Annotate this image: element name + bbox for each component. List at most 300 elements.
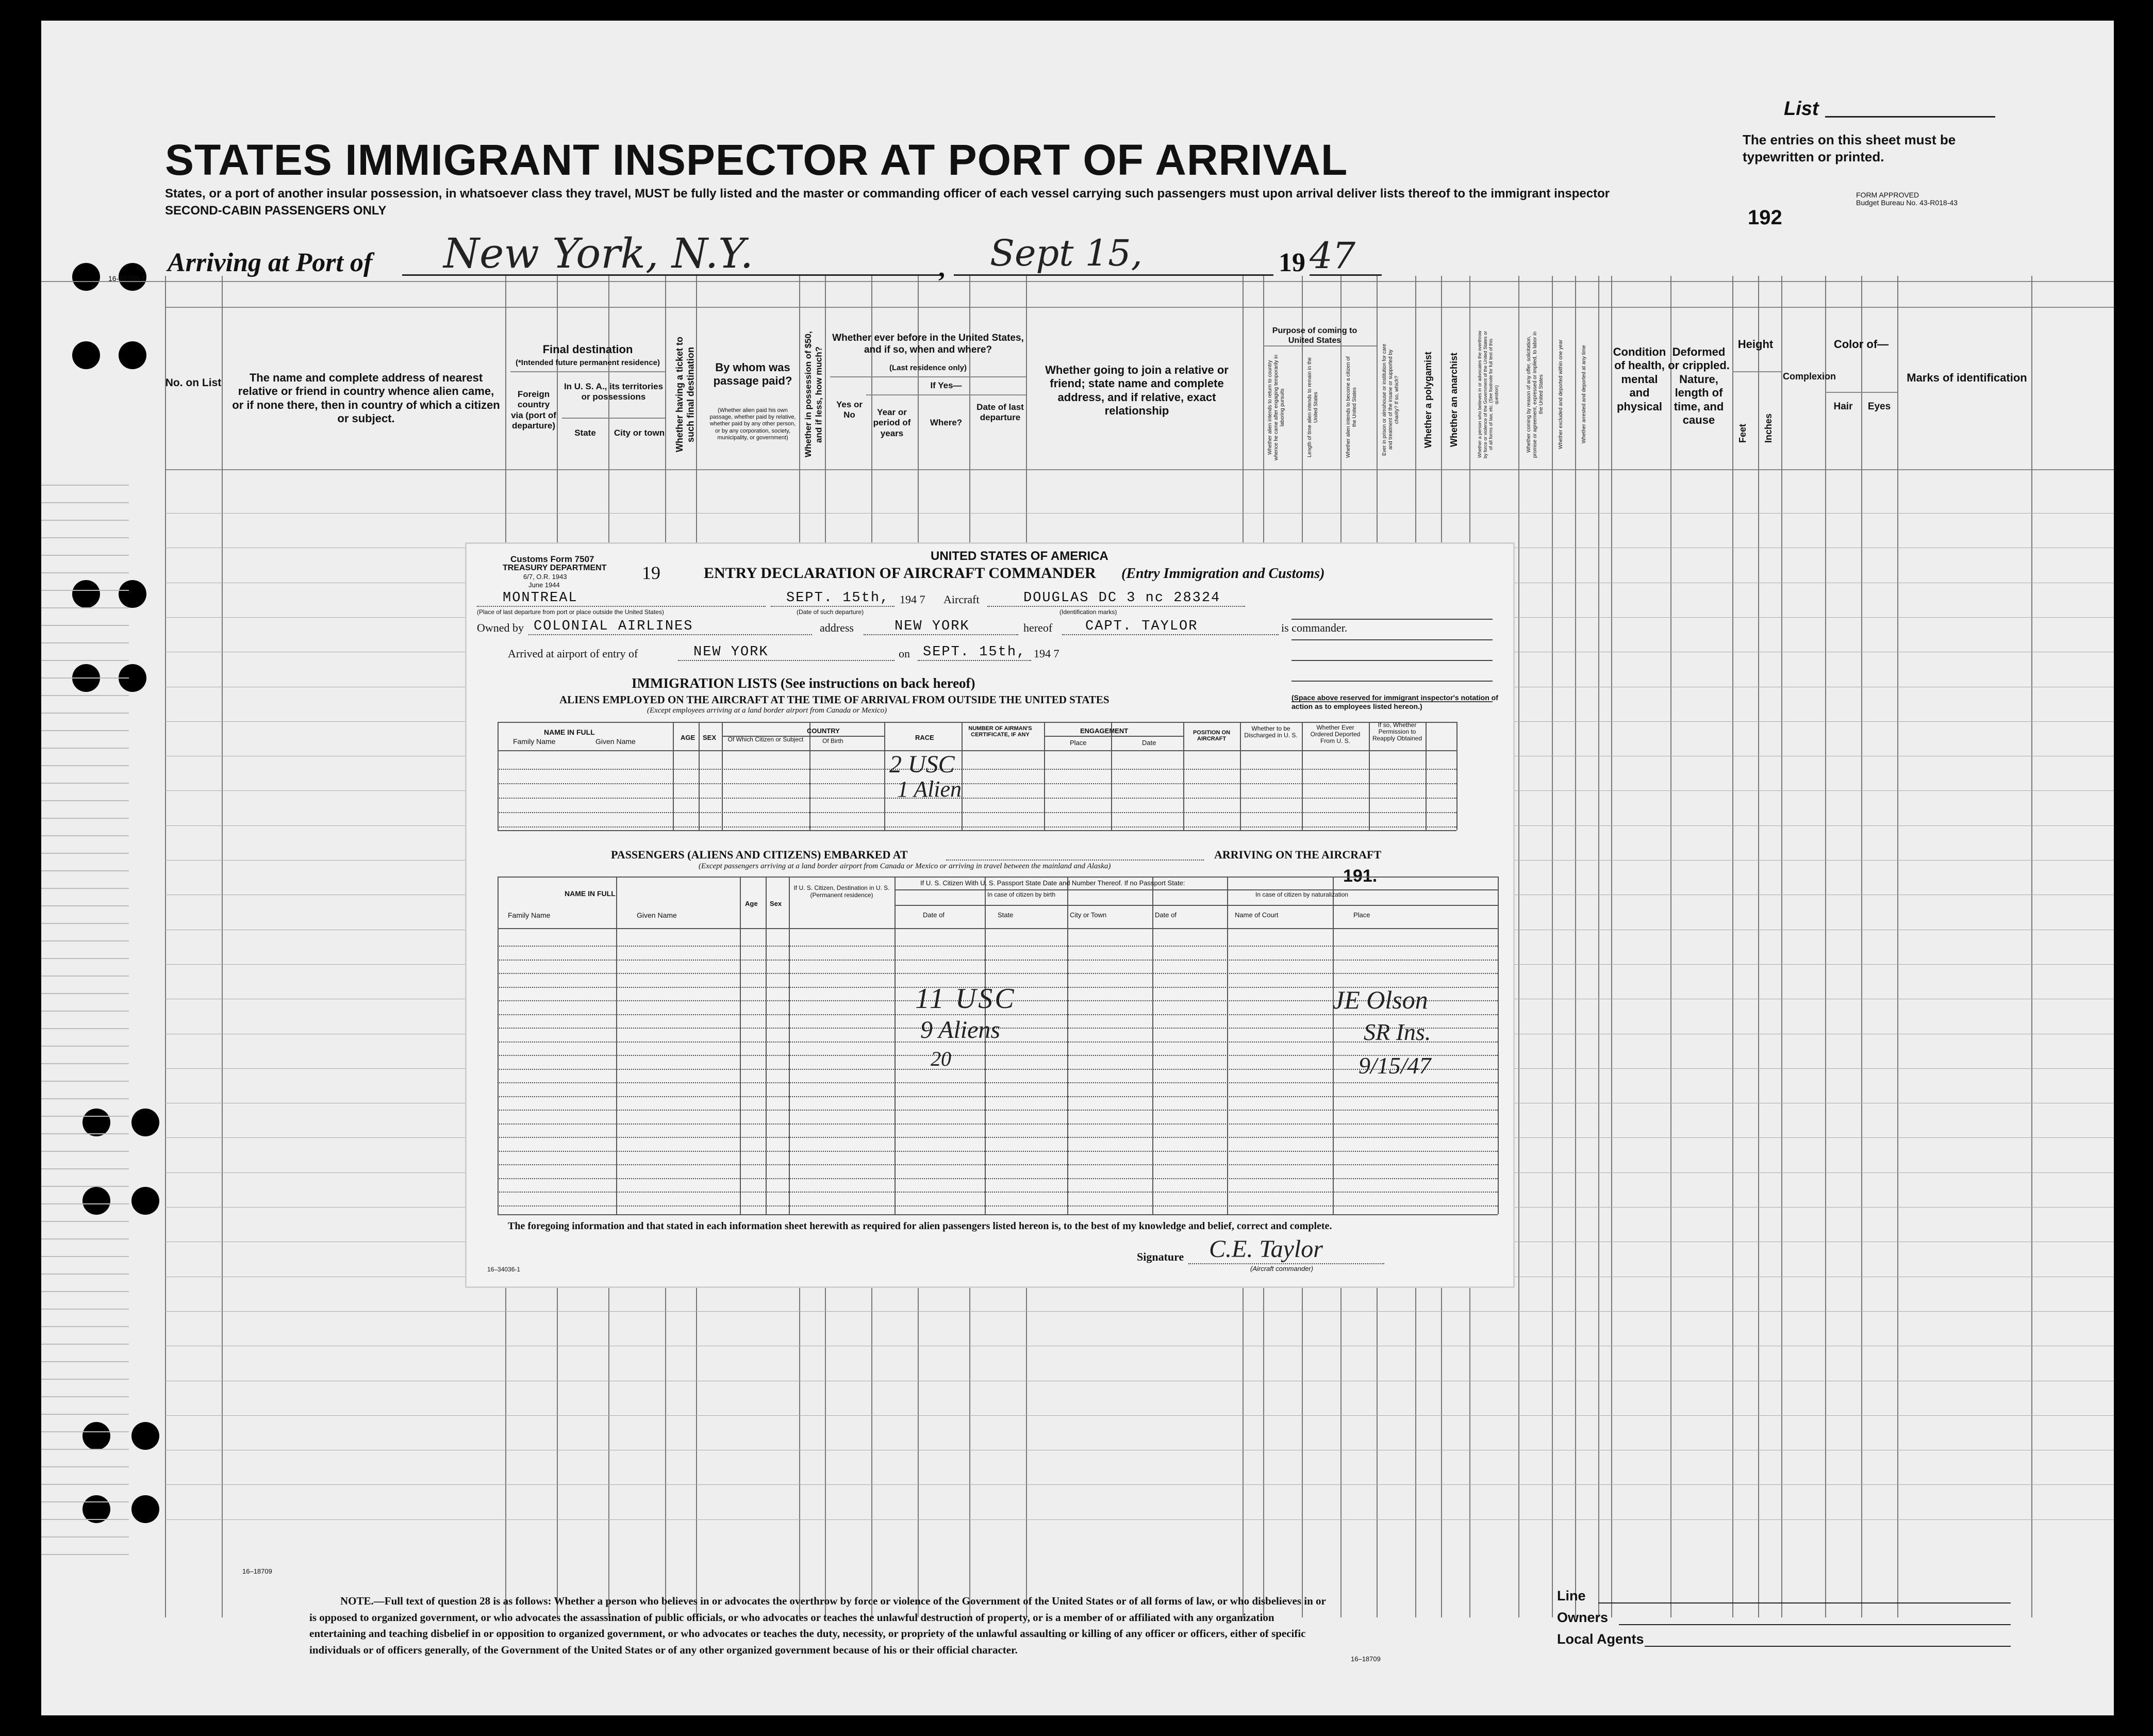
crew-name-in-full: NAME IN FULL	[544, 728, 595, 736]
line-label: Line	[1557, 1588, 1586, 1603]
date-underline	[954, 274, 1273, 276]
immigration-lists: IMMIGRATION LISTS (See instructions on back hereof)	[632, 675, 975, 691]
col-relative: The name and complete address of nearest relative or friend in country whence alien came, or if none there, then in country of which a citizen or subject.	[232, 371, 500, 425]
punch-hole	[119, 580, 146, 608]
strip-rule	[41, 905, 129, 906]
aliens-employed-sub: (Except employees arriving at a land border airport from Canada or Mexico)	[647, 706, 887, 715]
crew-row-rule	[498, 783, 1456, 784]
strip-rule	[41, 1536, 129, 1537]
pass-note-total: 20	[931, 1047, 951, 1070]
column-rule	[1861, 276, 1862, 1617]
crew-table-bottom	[498, 830, 1456, 831]
crew-age: AGE	[681, 734, 695, 741]
col-if-yes: If Yes—	[930, 381, 962, 390]
crew-note-alien: 1 Alien	[897, 776, 962, 802]
pass-passport: If U. S. Citizen With U. S. Passport State Date and Number Thereof. If no Passport State:	[920, 879, 1185, 887]
regulation: 6/7, O.R. 1943	[523, 573, 567, 581]
column-rule	[1670, 276, 1671, 1617]
manifest-sheet	[41, 21, 2114, 1715]
pass-sex: Sex	[770, 900, 782, 907]
crew-column-rule	[1426, 722, 1427, 830]
punch-hole	[72, 263, 100, 291]
form-approved: FORM APPROVED	[1856, 191, 1919, 199]
page-number: 192	[1748, 206, 1782, 229]
strip-rule	[41, 783, 129, 784]
col-in-usa: In U. S. A., its territories or possessions	[564, 382, 664, 402]
col-where: Where?	[930, 418, 963, 427]
pass-row-rule	[498, 1110, 1498, 1111]
crew-column-rule	[673, 722, 674, 830]
is-commander: is commander.	[1281, 621, 1348, 634]
column-rule	[1758, 276, 1759, 1617]
date-handwritten: Sept 15,	[990, 232, 1142, 274]
column-rule	[1575, 276, 1576, 1617]
strip-rule	[41, 923, 129, 924]
col-final-destination-sub: (*Intended future permanent residence)	[515, 358, 660, 367]
owner-name: COLONIAL AIRLINES	[534, 619, 693, 634]
footer-form-code-2: 16–18709	[1351, 1655, 1381, 1663]
col-money: Whether in possession of $50, and if less, how much?	[803, 331, 824, 458]
col-polygamist: Whether a polygamist	[1423, 351, 1433, 448]
crew-engagement-subrule	[1044, 736, 1183, 737]
pass-column-rule	[1227, 877, 1228, 1214]
year-handwritten: 47	[1310, 235, 1356, 277]
owner-underline	[528, 634, 812, 635]
pass-column-rule	[1333, 877, 1334, 1214]
signature-label: Signature	[1137, 1250, 1184, 1263]
port-handwritten: New York, N.Y.	[443, 229, 754, 277]
strip-rule	[41, 1449, 129, 1450]
crew-column-rule	[809, 722, 810, 830]
strip-rule	[41, 1081, 129, 1082]
country-title: UNITED STATES OF AMERICA	[931, 549, 1108, 563]
punch-hole	[82, 1422, 110, 1450]
strip-rule	[41, 660, 129, 661]
col-final-destination: Final destination	[542, 343, 633, 356]
strip-rule	[41, 853, 129, 854]
header-subrule	[510, 371, 665, 372]
crew-column-rule	[1369, 722, 1370, 830]
list-label: List	[1784, 98, 1819, 120]
strip-rule	[41, 520, 129, 521]
pass-row-rule	[498, 946, 1498, 947]
crew-table-top	[498, 722, 1456, 723]
strip-rule	[41, 1396, 129, 1397]
col-feet: Feet	[1737, 423, 1748, 443]
address-label: address	[820, 621, 854, 634]
strip-rule	[41, 485, 129, 486]
aircraft-caption: (Identification marks)	[1059, 608, 1117, 616]
signature-value: C.E. Taylor	[1209, 1235, 1323, 1263]
hereof-label: hereof	[1023, 621, 1053, 634]
column-rule	[1897, 276, 1898, 1617]
pass-row-rule	[498, 1069, 1498, 1070]
arrival-date-underline	[918, 660, 1031, 661]
col-ever-before: Whether ever before in the United States, and if so, when and where?	[832, 333, 1024, 355]
col-date-departure: Date of last departure	[976, 402, 1024, 423]
pass-date-birth: Date of	[923, 911, 945, 919]
strip-rule	[41, 607, 129, 608]
pass-column-rule	[789, 877, 790, 1214]
col-passage: By whom was passage paid?	[713, 361, 792, 388]
arriving-label: Arriving at Port of	[168, 248, 373, 277]
crew-row-rule	[498, 826, 1456, 828]
strip-rule	[41, 537, 129, 538]
strip-rule	[41, 1028, 129, 1029]
crew-date: Date	[1142, 739, 1156, 747]
strip-rule	[41, 1238, 129, 1239]
year-prefix: 19	[1279, 248, 1305, 277]
col-overthrow: Whether a person who believes in or advocates the overthrow by force or violence of the Government of the United States or of all forms of law, etc. (See footnote for full text of this question)	[1477, 330, 1499, 458]
strip-rule	[41, 1431, 129, 1432]
strip-rule	[41, 642, 129, 643]
col-complexion: Complexion	[1783, 371, 1836, 382]
crew-column-rule	[1456, 722, 1458, 830]
line-underline	[1598, 1602, 2011, 1603]
date-underline	[771, 606, 895, 607]
strip-rule	[41, 1484, 129, 1485]
crew-row-rule	[498, 798, 1456, 799]
pass-column-rule	[1152, 877, 1153, 1214]
punch-hole	[82, 1109, 110, 1136]
pass-note-usc: 11 USC	[915, 983, 1016, 1015]
crew-note-usc: 2 USC	[889, 751, 955, 778]
passengers-title: PASSENGERS (ALIENS AND CITIZENS) EMBARKED AT	[611, 848, 908, 861]
date-caption: (Date of such departure)	[797, 608, 864, 616]
pass-by-naturalization: In case of citizen by naturalization	[1255, 891, 1349, 898]
footer-form-code: 16–18709	[242, 1567, 272, 1575]
arriving-on-aircraft: ARRIVING ON THE AIRCRAFT	[1214, 848, 1382, 861]
arrival-date: SEPT. 15th,	[923, 644, 1026, 660]
header-subrule	[562, 418, 665, 419]
strip-rule	[41, 572, 129, 573]
strip-rule	[41, 1203, 129, 1204]
strip-rule	[41, 958, 129, 959]
col-city: City or town	[614, 428, 665, 438]
col-health: Condition of health, mental and physical	[1613, 345, 1666, 413]
arrival-year: 194 7	[1034, 647, 1059, 660]
col-purpose-c: Whether alien intends to become a citizen of the United States	[1346, 356, 1357, 458]
crew-column-rule	[722, 722, 723, 830]
notation-line	[1291, 639, 1493, 640]
strip-rule	[41, 1291, 129, 1292]
row-rule	[165, 1415, 2114, 1416]
strip-rule	[41, 1168, 129, 1169]
owner-address: NEW YORK	[895, 619, 970, 634]
header-subrule	[1732, 371, 1781, 372]
strip-rule	[41, 1326, 129, 1327]
inset-form-number: 16–34036-1	[487, 1266, 521, 1273]
punch-hole	[131, 1187, 159, 1215]
strip-rule	[41, 502, 129, 503]
commander-name: CAPT. TAYLOR	[1085, 619, 1198, 634]
agents-underline	[1645, 1646, 2011, 1647]
col-eyes: Eyes	[1867, 401, 1891, 412]
col-purpose-b: Length of time alien intends to remain in the United States	[1307, 357, 1319, 458]
owners-label: Owners	[1557, 1610, 1609, 1625]
crew-engagement: ENGAGEMENT	[1080, 727, 1129, 735]
pass-row-rule	[498, 1164, 1498, 1165]
pass-column-rule	[740, 877, 741, 1214]
strip-rule	[41, 1256, 129, 1257]
form-code: 16-18709-1	[108, 274, 145, 283]
pass-row-rule	[498, 1055, 1498, 1056]
column-rule	[1781, 276, 1782, 1617]
notation-line	[1291, 660, 1493, 661]
pass-column-rule	[985, 877, 986, 1214]
col-contract: Whether coming by reason of any offer, solicitation, promise or agreement, expressed or implied, to labor in the United States	[1526, 331, 1544, 458]
col-ever-before-sub: (Last residence only)	[889, 363, 967, 372]
strip-rule	[41, 1466, 129, 1467]
col-deformed: Deformed or crippled. Nature, length of time, and cause	[1668, 345, 1730, 426]
colnum-rule	[165, 307, 2114, 308]
column-rule	[1518, 276, 1519, 1617]
pass-table-top	[498, 877, 1498, 878]
footnote-question-28: NOTE.—Full text of question 28 is as follows: Whether a person who believes in or advocates the overthrow by force or violence of the Government of the United States or of all forms of law, or who disbelieves in or is opposed to organized government, or who advocates the assassination of public officials, or who advocates or teaches the unlawful destruction of property, or is a member of or affiliated with any organization entertaining and teaching disbelief in or opposition to organized government, or who advocates or teaches the duty, necessity, or propriety of the unlawful assaulting or killing of any officer or officers, either of specific individuals or of officers generally, of the Government of the United States or of any other organized government because of his or their official character.	[309, 1595, 1326, 1656]
strip-rule	[41, 800, 129, 801]
row-rule	[165, 1484, 2114, 1485]
crew-sex: SEX	[703, 734, 717, 741]
subtitle: States, or a port of another insular possession, in whatsoever class they travel, MUST be fully listed and the master or commanding officer of each vessel carrying such passengers must upon arrival deliver lists thereof to the immigrant inspector	[165, 187, 1610, 201]
crew-position: POSITION ON AIRCRAFT	[1193, 730, 1231, 742]
crew-column-rule	[1044, 722, 1045, 830]
crew-family: Family Name	[513, 737, 556, 746]
inspector-stamp-date: 9/15/47	[1359, 1052, 1431, 1079]
declaration-heading: ENTRY DECLARATION OF AIRCRAFT COMMANDER	[704, 565, 1096, 582]
header-subrule	[866, 394, 1026, 395]
pass-note-aliens: 9 Aliens	[920, 1016, 1001, 1044]
page-191: 191.	[1343, 866, 1378, 886]
strip-rule	[41, 888, 129, 889]
punch-hole	[119, 341, 146, 369]
strip-rule	[41, 835, 129, 836]
header-subrule	[1825, 392, 1897, 393]
aliens-employed: ALIENS EMPLOYED ON THE AIRCRAFT AT THE TIME OF ARRIVAL FROM OUTSIDE THE UNITED STATES	[559, 693, 1109, 706]
address-underline	[864, 634, 1018, 635]
departure-year: 194 7	[900, 593, 925, 606]
strip-rule	[41, 1186, 129, 1187]
declaration-heading-italic: (Entry Immigration and Customs)	[1121, 566, 1325, 582]
strip-rule	[41, 677, 129, 679]
pass-row-rule	[498, 1096, 1498, 1097]
pass-row-rule	[498, 973, 1498, 974]
departure-date: SEPT. 15th,	[786, 590, 890, 606]
col-color-of: Color of—	[1833, 338, 1889, 351]
pass-passport-subrule	[895, 889, 1498, 890]
crew-column-rule	[962, 722, 963, 830]
crew-citizen-of: Of Which Citizen or Subject	[727, 736, 804, 743]
column-rule	[2031, 276, 2032, 1617]
column-rule	[1552, 276, 1553, 1617]
col-height: Height	[1737, 338, 1774, 351]
strip-rule	[41, 765, 129, 766]
column-rule	[1598, 276, 1599, 1617]
strip-rule	[41, 1501, 129, 1502]
pass-row-rule	[498, 1205, 1498, 1206]
pass-by-birth: In case of citizen by birth	[987, 891, 1056, 898]
pass-column-rule	[1498, 877, 1499, 1214]
owners-underline	[1619, 1624, 2011, 1625]
customs-form: Customs Form 7507	[510, 554, 594, 564]
foregoing-statement: The foregoing information and that stated in each information sheet herewith as required for alien passengers listed hereon is, to the best of my knowledge and belief, correct and complete.	[508, 1220, 1332, 1232]
col-arrested: Whether arrested and deported at any time	[1581, 345, 1587, 444]
treasury-dept: TREASURY DEPARTMENT	[503, 564, 607, 572]
col-purpose-a: Whether alien intends to return to country whence he came after engaging temporarily in laboring pursuits	[1267, 354, 1285, 460]
pass-column-rule	[895, 877, 896, 1214]
col-state: State	[574, 428, 596, 438]
pass-row-rule	[498, 1082, 1498, 1083]
crew-row-rule	[498, 769, 1456, 770]
strip-rule	[41, 1046, 129, 1047]
signature-caption: (Aircraft commander)	[1250, 1265, 1314, 1272]
pass-column-rule	[766, 877, 767, 1214]
col-passage-sub: (Whether alien paid his own passage, whether paid by relative, whether paid by any other person, or by any corporation, society, municipality, or government)	[709, 407, 796, 441]
aircraft-underline	[987, 606, 1245, 607]
pass-table-bottom	[498, 1214, 1498, 1215]
aircraft-id: DOUGLAS DC 3 nc 28324	[1023, 590, 1221, 606]
row-rule	[165, 1519, 2114, 1520]
crew-given: Given Name	[595, 737, 636, 746]
on-label: on	[899, 647, 910, 660]
col-year-period: Year or period of years	[873, 407, 911, 438]
pass-destination: If U. S. Citizen, Destination in U. S. (Permanent residence)	[793, 884, 890, 899]
aircraft-entry-declaration	[467, 544, 1513, 1286]
strip-rule	[41, 1519, 129, 1520]
strip-rule	[41, 976, 129, 977]
pass-row-rule	[498, 960, 1498, 961]
commander-underline	[1062, 634, 1279, 635]
pass-column-rule	[616, 877, 617, 1214]
strip-rule	[41, 1063, 129, 1064]
punch-hole	[72, 341, 100, 369]
strip-rule	[41, 625, 129, 626]
strip-rule	[41, 590, 129, 591]
strip-rule	[41, 555, 129, 556]
arrival-airport: NEW YORK	[693, 644, 769, 660]
punch-hole	[131, 1422, 159, 1450]
strip-rule	[41, 1098, 129, 1099]
issued-date: June 1944	[528, 581, 560, 589]
crew-race: RACE	[915, 734, 934, 741]
strip-rule	[41, 993, 129, 994]
strip-rule	[41, 1011, 129, 1012]
cabin-class: SECOND-CABIN PASSENGERS ONLY	[165, 204, 387, 218]
crew-discharged: Whether to be Discharged in U. S.	[1244, 725, 1298, 739]
column-rule	[1611, 276, 1612, 1617]
list-underline	[1825, 116, 1995, 118]
header-subrule	[830, 376, 1026, 377]
from-underline	[477, 606, 766, 607]
col-hair: Hair	[1833, 401, 1853, 412]
owned-by-label: Owned by	[477, 621, 524, 634]
pass-place: Place	[1353, 911, 1370, 919]
col-purpose: Purpose of coming to United States	[1272, 326, 1357, 345]
signature-underline	[1188, 1263, 1384, 1264]
pass-court: Name of Court	[1235, 911, 1279, 919]
punch-hole	[82, 1187, 110, 1215]
pass-name-in-full: NAME IN FULL	[565, 889, 616, 898]
punch-hole	[131, 1109, 159, 1136]
col-yes-no: Yes or No	[836, 400, 863, 420]
pass-citizen-subrule	[895, 905, 1498, 906]
strip-rule	[41, 1274, 129, 1275]
punch-hole	[72, 580, 100, 608]
crew-column-rule	[884, 722, 885, 830]
pass-row-rule	[498, 1178, 1498, 1179]
col-foreign-country: Foreign country via (port of departure)	[511, 389, 556, 431]
crew-permission: If so, Whether Permission to Reapply Obtained	[1372, 721, 1422, 742]
strip-rule	[41, 748, 129, 749]
crew-birth: Of Birth	[822, 737, 843, 745]
col-anarchist: Whether an anarchist	[1449, 352, 1459, 447]
pass-row-rule	[498, 1192, 1498, 1193]
strip-rule	[41, 1309, 129, 1310]
pass-row-rule	[498, 1137, 1498, 1138]
pass-row-rule	[498, 1151, 1498, 1152]
strip-rule	[41, 870, 129, 871]
arrived-label: Arrived at airport of entry of	[508, 647, 638, 660]
strip-rule	[41, 1554, 129, 1555]
pass-age: Age	[745, 900, 758, 907]
table-top-rule	[41, 281, 2114, 282]
strip-rule	[41, 695, 129, 696]
embarked-underline	[946, 859, 1204, 861]
page-title: STATES IMMIGRANT INSPECTOR AT PORT OF ARRIVAL	[165, 136, 1348, 184]
strip-rule	[41, 713, 129, 714]
crew-column-rule	[699, 722, 700, 830]
inspector-stamp-name: JE Olson	[1333, 985, 1428, 1014]
reserved-space-note: (Space above reserved for immigrant inspector's notation of action as to employees listed hereon.)	[1291, 693, 1498, 710]
pass-column-rule	[1067, 877, 1068, 1214]
crew-place: Place	[1070, 739, 1087, 747]
local-agents-label: Local Agents	[1557, 1631, 1644, 1647]
crew-row-rule	[498, 812, 1456, 813]
notation-line	[1291, 681, 1493, 682]
column-rule	[222, 276, 223, 1617]
pass-family: Family Name	[508, 911, 551, 919]
strip-rule	[41, 940, 129, 941]
crew-certificate: NUMBER OF AIRMAN'S CERTIFICATE, IF ANY	[968, 725, 1032, 738]
col-marks: Marks of identification	[1907, 371, 2027, 384]
arrived-underline	[678, 660, 895, 661]
pass-column-rule	[498, 877, 499, 1214]
strip-rule	[41, 1414, 129, 1415]
crew-table-header-rule	[498, 750, 1456, 751]
crew-column-rule	[498, 722, 499, 830]
strip-rule	[41, 1116, 129, 1117]
strip-rule	[41, 1344, 129, 1345]
pass-city: City or Town	[1070, 911, 1107, 919]
col-prison: Ever in prison or almshouse or institution for care and treatment of the insane or supported by charity? If so, which?	[1382, 343, 1400, 456]
strip-rule	[41, 730, 129, 731]
pass-date-nat: Date of	[1155, 911, 1177, 919]
col-ticket: Whether having a ticket to such final destination	[674, 336, 696, 453]
column-rule	[165, 276, 166, 1617]
strip-rule	[41, 1361, 129, 1362]
pass-state: State	[998, 911, 1014, 919]
departure-caption: (Place of last departure from port or place outside the United States)	[477, 608, 664, 616]
crew-column-rule	[1111, 722, 1112, 830]
inspector-stamp-title: SR Ins.	[1364, 1019, 1431, 1045]
pass-row-rule	[498, 1123, 1498, 1125]
row-rule	[165, 1311, 2114, 1312]
comma: ,	[938, 253, 945, 283]
strip-rule	[41, 1221, 129, 1222]
column-rule	[1825, 276, 1826, 1617]
departure-place: MONTREAL	[503, 590, 578, 606]
col-excluded: Whether excluded and deported within one year	[1558, 339, 1564, 450]
nineteen: 19	[642, 563, 660, 583]
